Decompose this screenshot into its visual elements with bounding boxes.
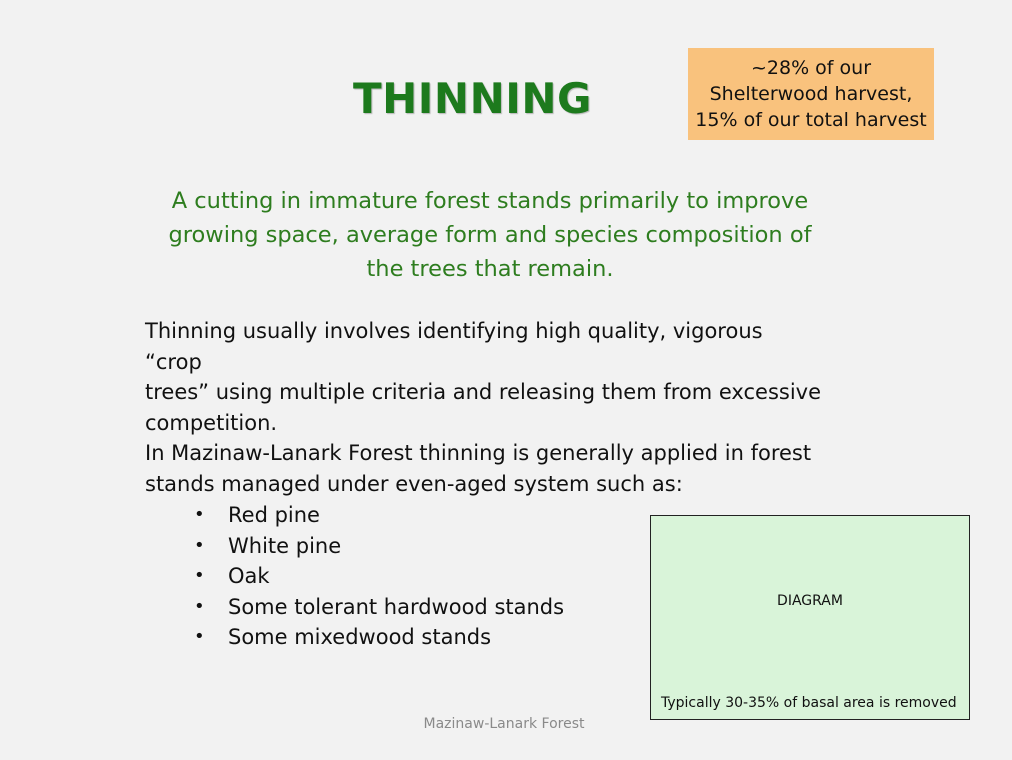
diagram-placeholder	[650, 515, 970, 720]
list-item	[194, 622, 614, 653]
definition-line: growing space, average form and species composition of	[168, 222, 812, 248]
callout-line: 15% of our total harvest	[695, 109, 927, 131]
definition-line: A cutting in immature forest stands primarily to improve	[171, 188, 809, 214]
callout-line: ~28% of our	[750, 57, 872, 79]
paragraph-line: stands managed under even-aged system such as:	[145, 471, 683, 496]
crop-trees-paragraph	[145, 316, 825, 438]
list-item	[194, 592, 614, 623]
diagram-label: DIAGRAM	[777, 593, 843, 609]
list-item	[194, 531, 614, 562]
slide-title: THINNING	[353, 74, 592, 123]
definition-line: the trees that remain.	[366, 256, 614, 282]
bullet-icon: •	[194, 626, 205, 647]
list-item-label: Some tolerant hardwood stands	[228, 594, 565, 619]
list-item-label: Some mixedwood stands	[228, 625, 492, 649]
application-paragraph	[145, 438, 825, 499]
list-item-label: White pine	[228, 533, 342, 558]
paragraph-line: competition.	[145, 410, 278, 435]
bullet-icon: •	[194, 504, 205, 525]
paragraph-line: Thinning usually involves identifying high quality, vigorous “crop	[145, 319, 763, 374]
list-item	[194, 500, 614, 531]
callout-line: Shelterwood harvest,	[709, 83, 913, 105]
bullet-icon: •	[194, 534, 205, 556]
paragraph-line: In Mazinaw-Lanark Forest thinning is generally applied in forest	[145, 441, 812, 465]
list-item	[194, 561, 614, 592]
definition-text	[145, 184, 835, 286]
paragraph-line: trees” using multiple criteria and releasing them from excessive	[145, 380, 822, 404]
bullet-icon: •	[194, 565, 205, 586]
harvest-callout-box	[688, 48, 934, 140]
stand-type-list	[194, 500, 614, 653]
list-item-label: Oak	[228, 564, 270, 588]
diagram-caption: Typically 30-35% of basal area is removed	[661, 695, 957, 711]
list-item-label: Red pine	[228, 503, 320, 527]
slide-footer: Mazinaw-Lanark Forest	[423, 716, 585, 732]
bullet-icon: •	[194, 595, 205, 617]
